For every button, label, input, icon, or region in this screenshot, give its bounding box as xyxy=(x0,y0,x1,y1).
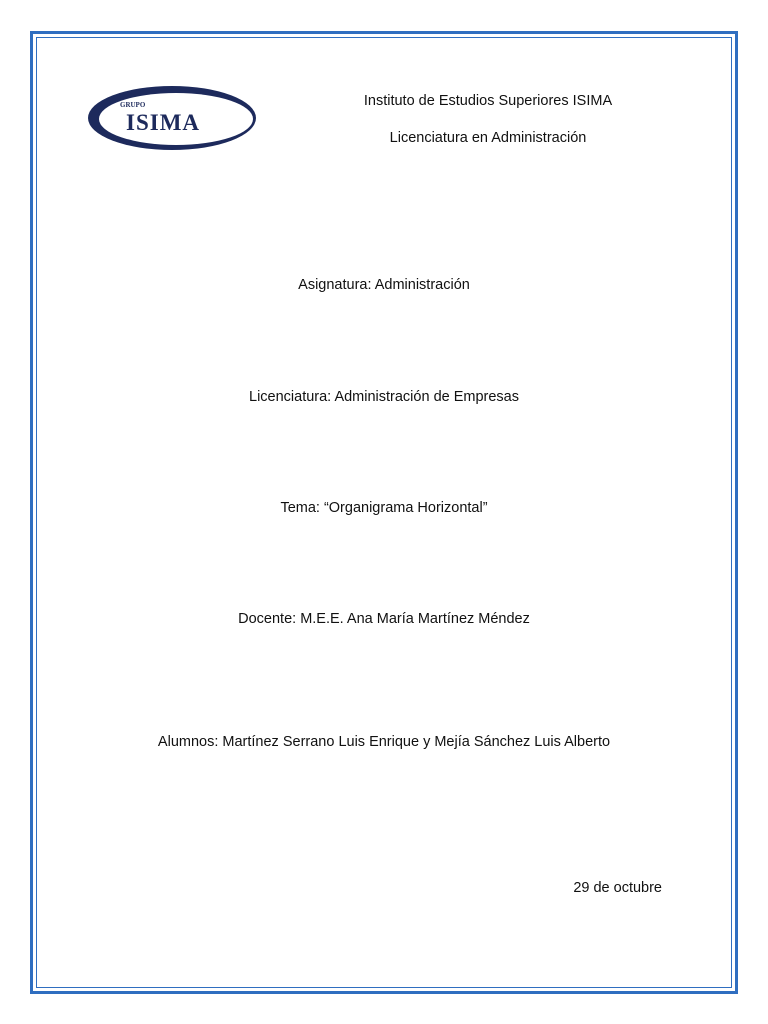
teacher-line: Docente: M.E.E. Ana María Martínez Méndez xyxy=(238,611,530,627)
topic-line: Tema: “Organigrama Horizontal” xyxy=(280,500,488,516)
students-line: Alumnos: Martínez Serrano Luis Enrique y Mejía Sánchez Luis Alberto xyxy=(157,734,611,750)
program-name: Licenciatura en Administración xyxy=(389,130,587,146)
logo-brand: ISIMA xyxy=(126,110,201,135)
logo-top-word: GRUPO xyxy=(120,101,146,109)
degree-line: Licenciatura: Administración de Empresas xyxy=(249,389,519,405)
institution-name: Instituto de Estudios Superiores ISIMA xyxy=(363,93,613,109)
subject-line: Asignatura: Administración xyxy=(298,277,470,293)
isima-logo xyxy=(86,84,258,152)
date-line: 29 de octubre xyxy=(573,880,662,896)
